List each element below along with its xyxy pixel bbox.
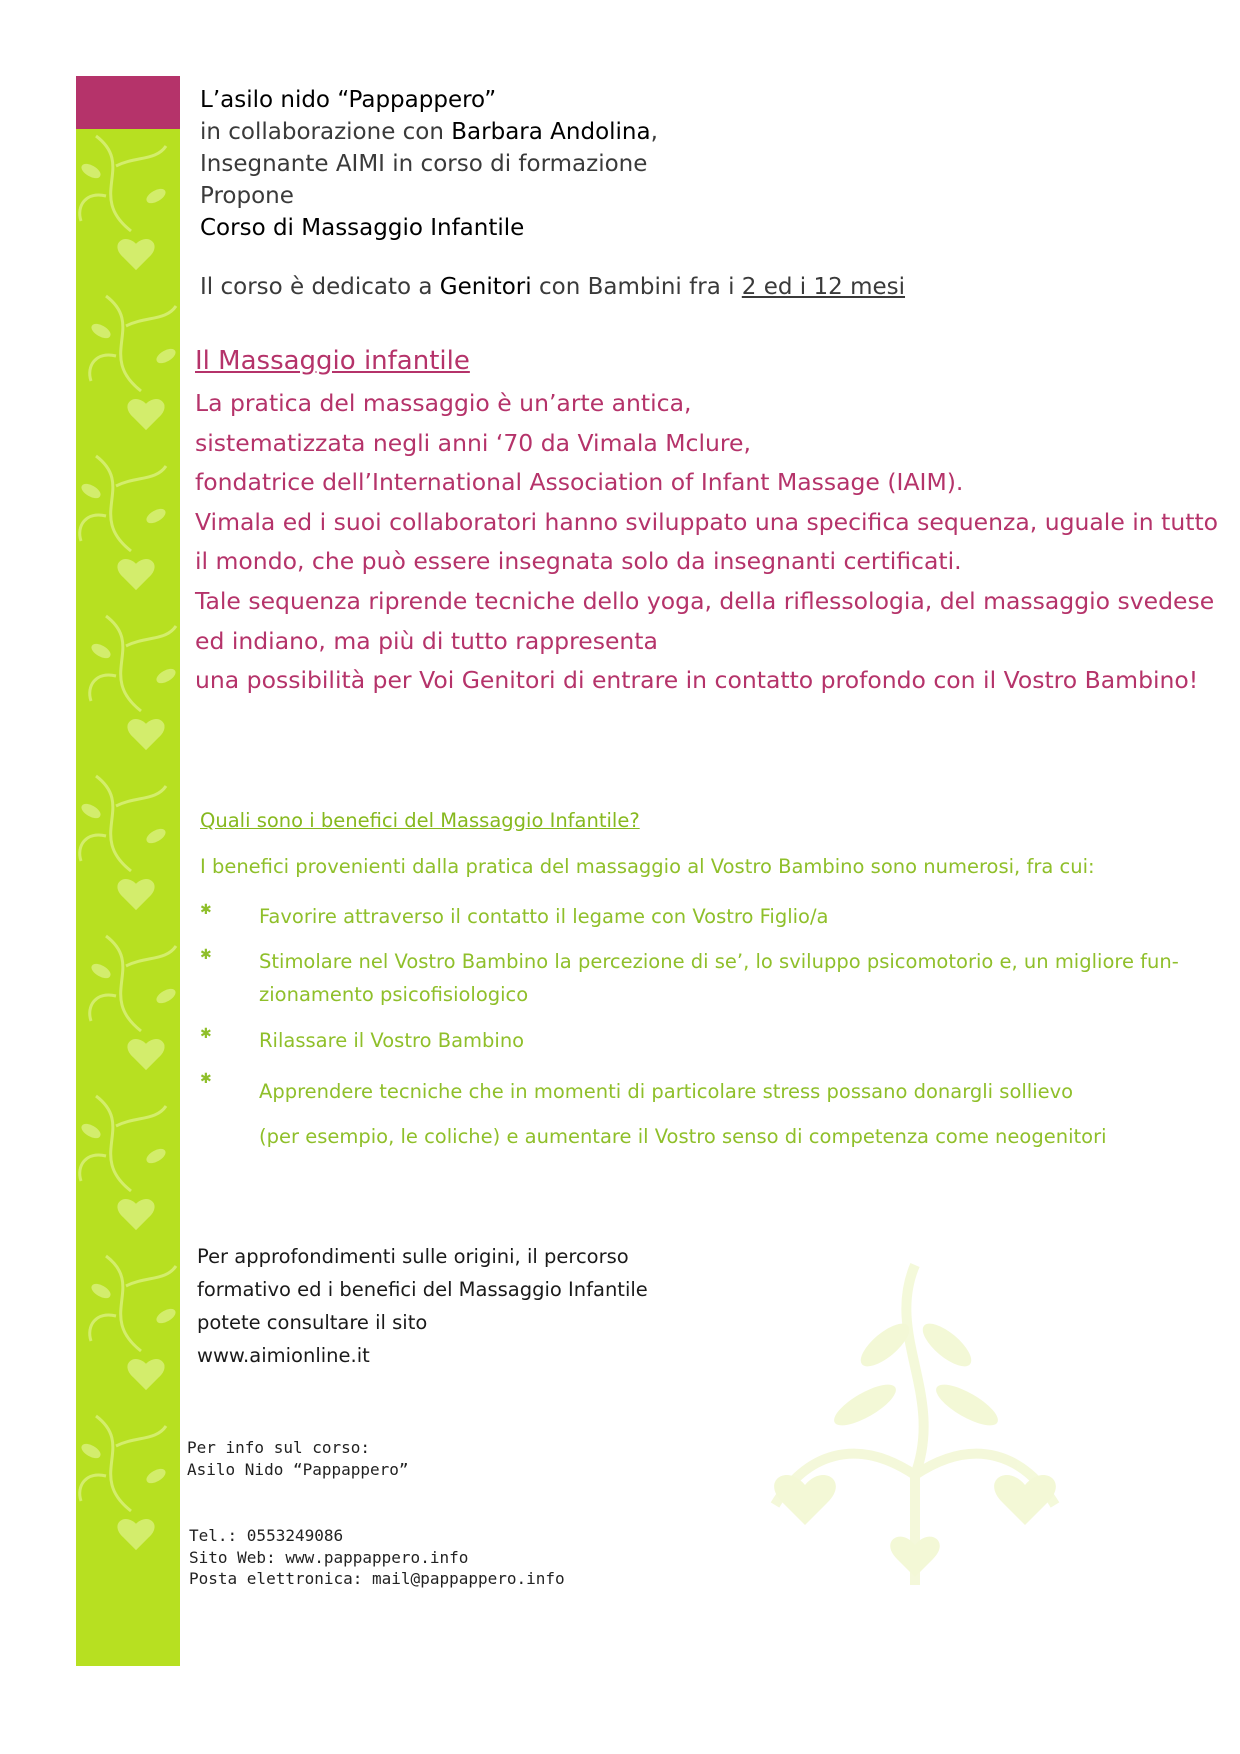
contact-name: Asilo Nido “Pappappero”: [187, 1459, 409, 1479]
benefits-intro: I benefici provenienti dalla pratica del massaggio al Vostro Bambino sono numerosi, fra cui:: [200, 855, 1095, 878]
nursery-name: L’asilo nido “Pappappero”: [200, 87, 497, 113]
collaboration-prefix: in collaborazione con: [200, 119, 452, 145]
decorative-sidebar: [76, 76, 180, 1666]
more-info-block: [197, 1240, 648, 1372]
benefit-text: Rilassare il Vostro Bambino: [259, 1029, 525, 1052]
massage-line: una possibilità per Voi Genitori di entrare in contatto profondo con il Vostro Bambino!: [195, 666, 1199, 695]
benefit-text-continued: zionamento psicofisiologico: [259, 983, 529, 1006]
more-info-line: formativo ed i benefici del Massaggio Infantile: [197, 1278, 648, 1301]
massage-paragraph: [195, 384, 1219, 701]
target-age-range: 2 ed i 12 mesi: [741, 274, 906, 300]
benefit-text: Apprendere tecniche che in momenti di particolare stress possano donargli sollievo: [259, 1080, 1074, 1103]
more-info-line: Per approfondimenti sulle origini, il percorso: [197, 1245, 629, 1268]
benefit-text: Stimolare nel Vostro Bambino la percezione di se’, lo sviluppo psicomotorio e, un migliore fun-: [259, 950, 1179, 973]
asterisk-bullet-icon: ✱: [200, 1026, 212, 1042]
asterisk-bullet-icon: ✱: [200, 947, 212, 963]
teacher-role: Insegnante AIMI in corso di formazione: [200, 151, 648, 177]
benefits-title: Quali sono i benefici del Massaggio Infantile?: [200, 809, 640, 832]
benefit-text: Favorire attraverso il contatto il legame con Vostro Figlio/a: [259, 905, 829, 928]
contact-details: [189, 1525, 565, 1590]
contact-phone: Tel.: 0553249086: [189, 1526, 344, 1545]
propone-label: Propone: [200, 183, 294, 209]
massage-line: Vimala ed i suoi collaboratori hanno sviluppato una specifica sequenza, uguale in tutto: [195, 507, 1219, 536]
target-parents: Genitori: [439, 274, 532, 300]
target-middle: con Bambini fra i: [531, 274, 742, 300]
floral-pattern-icon: [76, 76, 180, 1666]
header-block: [200, 84, 658, 244]
floral-watermark-icon: [735, 1255, 1095, 1615]
massage-line: il mondo, che può essere insegnata solo da insegnanti certificati.: [195, 547, 962, 576]
contact-label: Per info sul corso:: [187, 1438, 371, 1457]
target-audience: [200, 274, 905, 300]
contact-email[interactable]: Posta elettronica: mail@pappappero.info: [189, 1569, 565, 1588]
massage-line: Tale sequenza riprende tecniche dello yoga, della riflessologia, del massaggio svedese: [195, 586, 1215, 615]
comma: ,: [650, 119, 658, 145]
benefit-text-continued: (per esempio, le coliche) e aumentare il Vostro senso di competenza come neogenitori: [259, 1125, 1107, 1148]
massage-line: ed indiano, ma più di tutto rappresenta: [195, 626, 658, 655]
teacher-name: Barbara Andolina: [451, 119, 651, 145]
massage-section-title: Il Massaggio infantile: [195, 346, 470, 376]
contact-header: [187, 1437, 409, 1480]
contact-website[interactable]: Sito Web: www.pappappero.info: [189, 1547, 469, 1567]
massage-line: fondatrice dell’International Association of Infant Massage (IAIM).: [195, 468, 964, 497]
more-info-line: potete consultare il sito: [197, 1311, 428, 1334]
aimi-website-link[interactable]: www.aimionline.it: [197, 1344, 370, 1367]
asterisk-bullet-icon: ✱: [200, 1071, 212, 1087]
massage-line: sistematizzata negli anni ‘70 da Vimala Mclure,: [195, 428, 751, 457]
course-title: Corso di Massaggio Infantile: [200, 215, 525, 241]
target-prefix: Il corso è dedicato a: [200, 274, 440, 300]
asterisk-bullet-icon: ✱: [200, 902, 212, 918]
massage-line: La pratica del massaggio è un’arte antica,: [195, 389, 692, 417]
